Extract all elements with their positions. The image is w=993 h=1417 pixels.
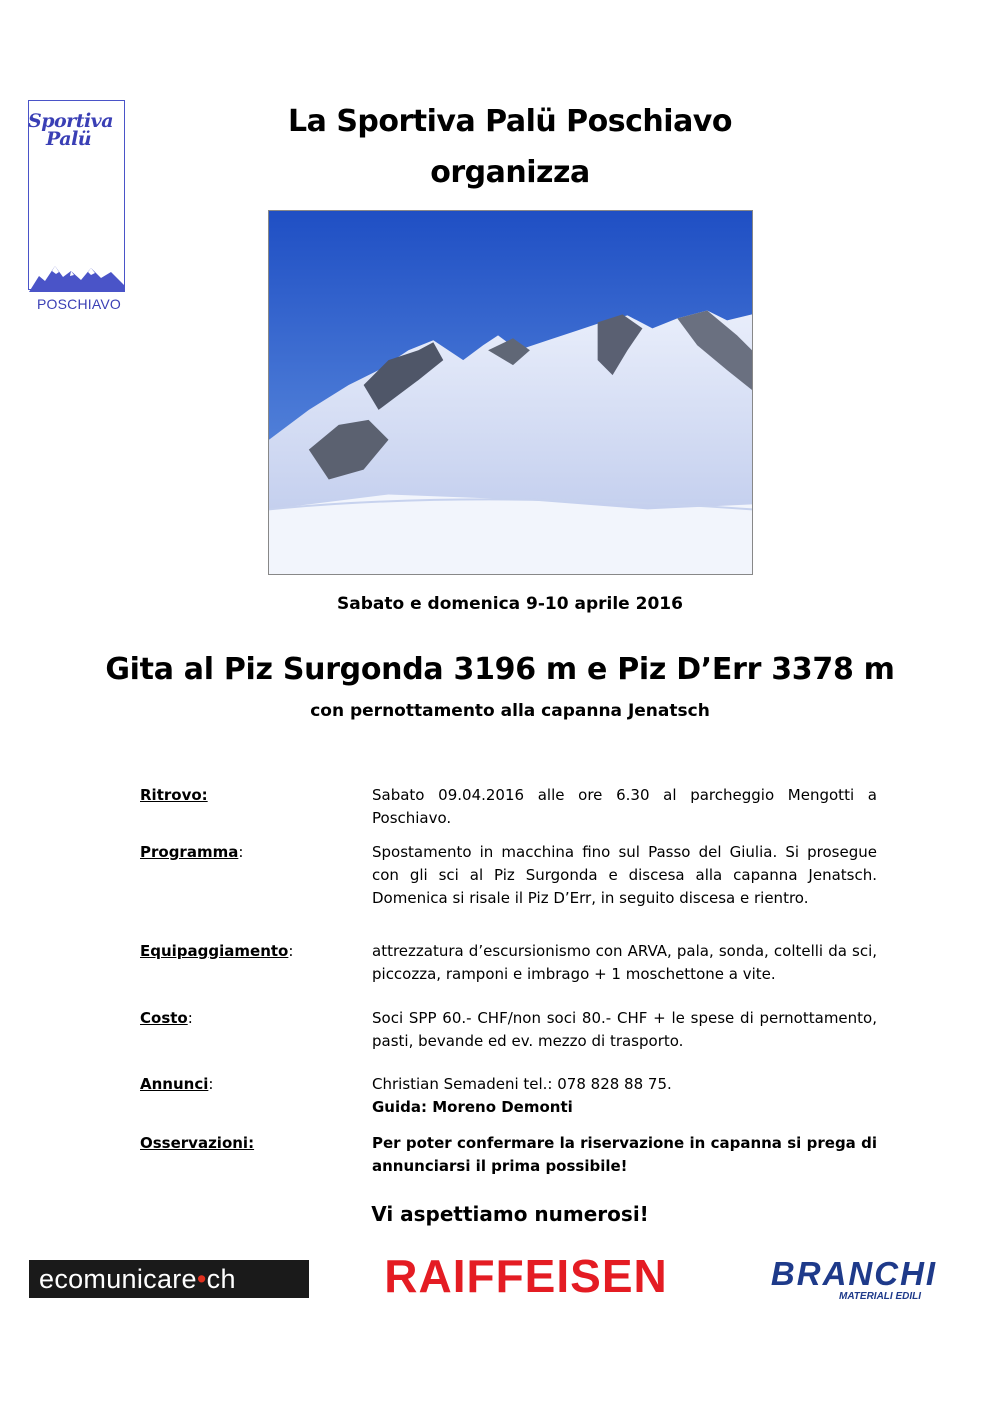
- detail-value-costo: Soci SPP 60.- CHF/non soci 80.- CHF + le spese di pernottamento, pasti, bevande ed ev. mezzo di trasporto.: [372, 1009, 877, 1050]
- closing-line: Vi aspettiamo numerosi!: [371, 1202, 649, 1226]
- mountain-photo: [268, 210, 753, 575]
- club-logo-script: [28, 112, 128, 148]
- event-subheadline: con pernottamento alla capanna Jenatsch: [310, 701, 710, 721]
- sponsor-branchi-sub: MATERIALI EDILI: [838, 1291, 922, 1302]
- detail-value-osservazioni: Per poter confermare la riservazione in capanna si prega di annunciarsi il prima possibile!: [372, 1134, 877, 1175]
- detail-label-osservazioni: Osservazioni:: [140, 1134, 255, 1152]
- sponsor-branchi: BRANCHI: [770, 1255, 938, 1292]
- detail-value-ritrovo: Sabato 09.04.2016 alle ore 6.30 al parcheggio Mengotti a Poschiavo.: [372, 786, 877, 827]
- detail-label-annunci: Annunci:: [140, 1075, 214, 1093]
- detail-value-programma: Spostamento in macchina fino sul Passo del Giulia. Si prosegue con gli sci al Piz Surgonda e discesa alla capanna Jenatsch. Domenica si risale il Piz D’Err, in seguito discesa e rientro.: [372, 843, 877, 907]
- logo-line-1: Sportiva: [28, 110, 114, 132]
- sponsor-ecomunicare: ecomunicare•ch: [29, 1260, 309, 1298]
- detail-value-equipaggiamento: attrezzatura d’escursionismo con ARVA, pala, sonda, coltelli da sci, piccozza, ramponi e imbrago + 1 moschettone a vite.: [372, 942, 877, 983]
- mountain-logo-icon: [29, 262, 125, 292]
- detail-label-ritrovo: Ritrovo:: [140, 786, 208, 804]
- event-date: Sabato e domenica 9-10 aprile 2016: [337, 594, 683, 614]
- detail-value-annunci: [372, 1073, 877, 1119]
- logo-line-2: Palü: [46, 128, 92, 150]
- event-headline: Gita al Piz Surgonda 3196 m e Piz D’Err 3378 m: [105, 652, 895, 687]
- detail-label-equipaggiamento: Equipaggiamento:: [140, 942, 294, 960]
- contact-line: Christian Semadeni tel.: 078 828 88 75.: [372, 1075, 672, 1093]
- page-title: La Sportiva Palü Poschiavo: [288, 104, 732, 139]
- detail-label-programma: Programma:: [140, 843, 244, 861]
- guide-line: Guida: Moreno Demonti: [372, 1098, 573, 1116]
- detail-label-costo: Costo:: [140, 1009, 193, 1027]
- logo-place: POSCHIAVO: [36, 296, 121, 312]
- sponsor-raiffeisen: RAIFFEISEN: [384, 1250, 668, 1302]
- page-subtitle: organizza: [430, 155, 590, 190]
